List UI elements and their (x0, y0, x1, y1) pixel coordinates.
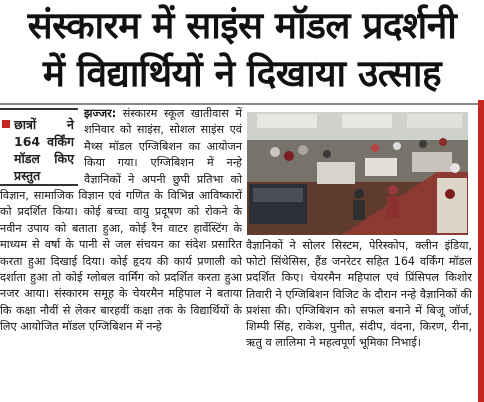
headline (0, 0, 484, 100)
exhibition-photo-image (247, 112, 468, 235)
article-left-column (0, 106, 242, 336)
dateline: झज्जर: (84, 107, 117, 120)
square-bullet-icon (2, 120, 10, 128)
headline-line-2: में विद्यार्थियों ने दिखाया उत्साह (42, 52, 442, 95)
headline-line-1: संस्कारम में साइंस मॉडल प्रदर्शनी (27, 4, 457, 47)
page-edge-bar (478, 100, 484, 402)
pull-quote-text: छात्रों ने 164 वर्किंग मॉडल किए प्रस्तुत (14, 117, 74, 183)
pull-quote (0, 108, 78, 186)
exhibition-photo (247, 112, 468, 235)
article-intro-text: संस्कारम स्कूल खातीवास में शनिवार को साइंस, सोशल साइंस एवं मैथ्स मॉडल एग्जिबिशन का आयोजन किया गया। एग्जिबिशन में नन्हे वैज्ञानिकों ने अपनी छुपी प्रतिभा को विज्ञान, सामाजिक विज्ञान एवं गणित के विभिन्न आविष्कारों को प्रदर्शित किया। कोई बच्चा वायु प्रदूषण को रोकने के नवीन उपाय को बताता हुआ, कोई रैन वाटर हार्वेस्टिंग के माध्यम से वर्षा के पानी से जल संचयन का संदेश प्रसारित करता हुआ दिखाई दिया। कोई हृदय की कार्य प्रणाली को दर्शाता हुआ तो कोई ग्लोबल वार्मिंग को प्रदर्शित करता हुआ नजर आया। संस्कारम समूह के चेयरमैन महिपाल ने बताया कि कक्षा नौवीं से लेकर बारहवीं कक्षा तक के विद्यार्थियों के लिए आयोजित मॉडल एग्जिबिशन में नन्हे (0, 107, 242, 334)
article-body-right: वैज्ञानिकों ने सोलर सिस्टम, पेरिस्कोप, क्लीन इंडिया, फोटो सिंथेसिस, हैंड जनरेटर सहित 164 वर्किंग मॉडल प्रदर्शित किए। चेयरमैन महिपाल एवं प्रिंसिपल किशोर तिवारी ने एग्जिबिशन विजिट के दौरान नन्हे वैज्ञानिकों की प्रशंसा की। एग्जिबिशन को सफल बनाने में बिजू जॉर्ज, शिम्पी सिंह, राकेश, पुनीत, संदीप, वंदना, किरण, रीना, ऋतु व लालिमा ने महत्वपूर्ण भूमिका निभाई। (246, 239, 472, 350)
headline-divider (0, 103, 484, 105)
article-right-column (246, 238, 472, 351)
